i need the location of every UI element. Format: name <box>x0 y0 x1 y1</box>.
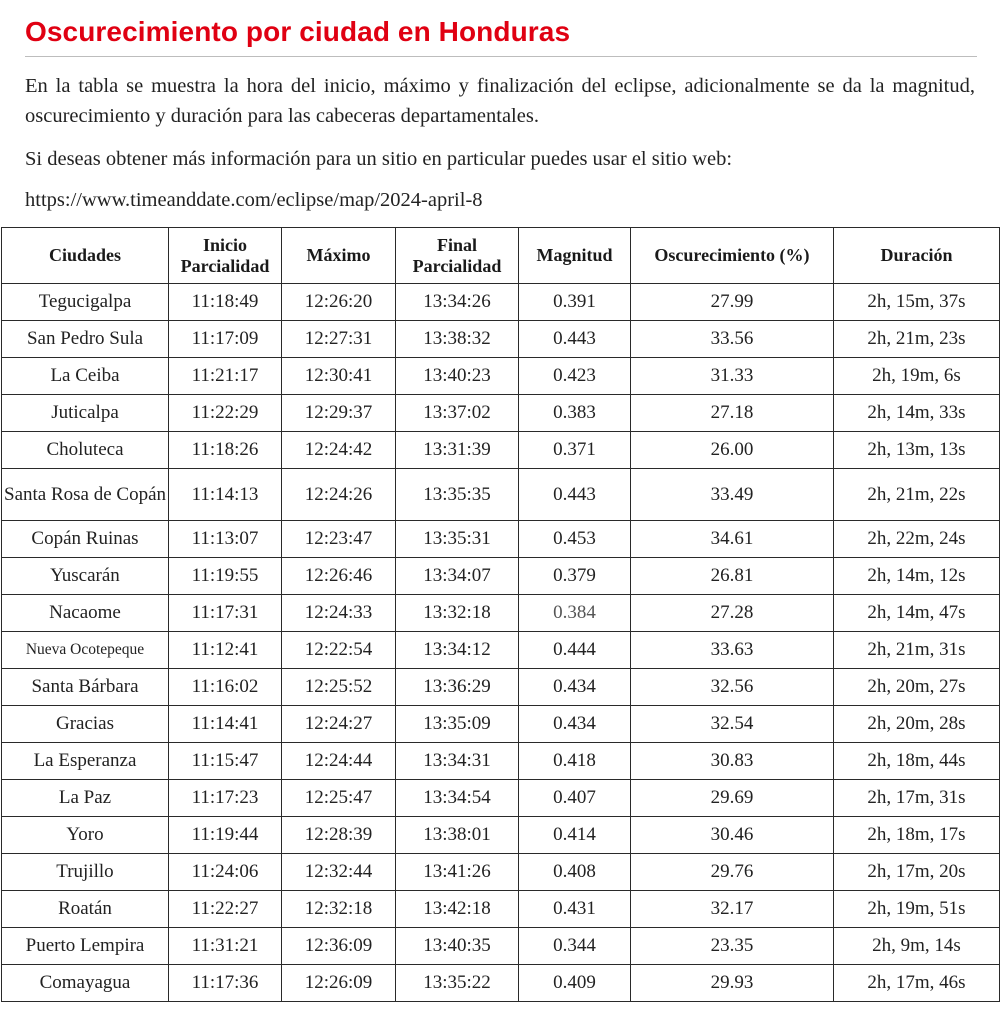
cell-magnitud: 0.344 <box>519 928 631 965</box>
cell-duracion: 2h, 17m, 46s <box>834 965 1000 1002</box>
cell-city: Yoro <box>2 817 169 854</box>
cell-oscurecimiento: 30.46 <box>631 817 834 854</box>
cell-oscurecimiento: 26.00 <box>631 432 834 469</box>
cell-inicio-parcialidad: 11:13:07 <box>169 521 282 558</box>
column-header-duracion: Duración <box>834 228 1000 284</box>
cell-duracion: 2h, 14m, 33s <box>834 395 1000 432</box>
table-row <box>2 395 1000 432</box>
cell-oscurecimiento: 26.81 <box>631 558 834 595</box>
cell-final-parcialidad: 13:37:02 <box>396 395 519 432</box>
column-header-maximo: Máximo <box>282 228 396 284</box>
cell-duracion: 2h, 21m, 22s <box>834 469 1000 521</box>
cell-duracion: 2h, 13m, 13s <box>834 432 1000 469</box>
cell-final-parcialidad: 13:34:26 <box>396 284 519 321</box>
table-body <box>2 284 1000 1002</box>
cell-duracion: 2h, 20m, 27s <box>834 669 1000 706</box>
cell-city: Trujillo <box>2 854 169 891</box>
cell-inicio-parcialidad: 11:17:36 <box>169 965 282 1002</box>
cell-magnitud: 0.434 <box>519 669 631 706</box>
cell-magnitud: 0.384 <box>519 595 631 632</box>
column-header-ciudades: Ciudades <box>2 228 169 284</box>
page-title: Oscurecimiento por ciudad en Honduras <box>25 16 571 47</box>
cell-inicio-parcialidad: 11:14:13 <box>169 469 282 521</box>
cell-final-parcialidad: 13:41:26 <box>396 854 519 891</box>
cell-city: Nacaome <box>2 595 169 632</box>
cell-city: Tegucigalpa <box>2 284 169 321</box>
cell-city: Puerto Lempira <box>2 928 169 965</box>
cell-magnitud: 0.383 <box>519 395 631 432</box>
cell-oscurecimiento: 33.56 <box>631 321 834 358</box>
cell-city: Roatán <box>2 891 169 928</box>
cell-oscurecimiento: 33.63 <box>631 632 834 669</box>
cell-maximo: 12:36:09 <box>282 928 396 965</box>
cell-duracion: 2h, 22m, 24s <box>834 521 1000 558</box>
cell-maximo: 12:26:46 <box>282 558 396 595</box>
cell-duracion: 2h, 17m, 20s <box>834 854 1000 891</box>
cell-oscurecimiento: 27.18 <box>631 395 834 432</box>
table-row <box>2 706 1000 743</box>
cell-final-parcialidad: 13:40:23 <box>396 358 519 395</box>
column-header-final: Final Parcialidad <box>396 228 519 284</box>
table-row <box>2 817 1000 854</box>
cell-inicio-parcialidad: 11:15:47 <box>169 743 282 780</box>
cell-magnitud: 0.443 <box>519 321 631 358</box>
cell-maximo: 12:24:33 <box>282 595 396 632</box>
cell-magnitud: 0.423 <box>519 358 631 395</box>
cell-oscurecimiento: 23.35 <box>631 928 834 965</box>
cell-city: Copán Ruinas <box>2 521 169 558</box>
cell-magnitud: 0.443 <box>519 469 631 521</box>
cell-final-parcialidad: 13:35:22 <box>396 965 519 1002</box>
cell-magnitud: 0.379 <box>519 558 631 595</box>
cell-duracion: 2h, 17m, 31s <box>834 780 1000 817</box>
cell-maximo: 12:22:54 <box>282 632 396 669</box>
cell-inicio-parcialidad: 11:17:23 <box>169 780 282 817</box>
cell-duracion: 2h, 19m, 51s <box>834 891 1000 928</box>
cell-oscurecimiento: 32.56 <box>631 669 834 706</box>
table-row <box>2 965 1000 1002</box>
cell-magnitud: 0.444 <box>519 632 631 669</box>
cell-magnitud: 0.371 <box>519 432 631 469</box>
cell-final-parcialidad: 13:34:54 <box>396 780 519 817</box>
cell-oscurecimiento: 33.49 <box>631 469 834 521</box>
cell-magnitud: 0.434 <box>519 706 631 743</box>
cell-duracion: 2h, 15m, 37s <box>834 284 1000 321</box>
cell-magnitud: 0.418 <box>519 743 631 780</box>
cell-duracion: 2h, 14m, 47s <box>834 595 1000 632</box>
cell-city: Gracias <box>2 706 169 743</box>
eclipse-table <box>1 227 1000 1002</box>
table-row <box>2 321 1000 358</box>
cell-city: San Pedro Sula <box>2 321 169 358</box>
cell-final-parcialidad: 13:34:31 <box>396 743 519 780</box>
source-link[interactable]: https://www.timeanddate.com/eclipse/map/2024-april-8 <box>25 189 483 211</box>
cell-oscurecimiento: 27.99 <box>631 284 834 321</box>
cell-final-parcialidad: 13:31:39 <box>396 432 519 469</box>
cell-duracion: 2h, 18m, 17s <box>834 817 1000 854</box>
cell-city: Comayagua <box>2 965 169 1002</box>
cell-inicio-parcialidad: 11:21:17 <box>169 358 282 395</box>
cell-duracion: 2h, 21m, 23s <box>834 321 1000 358</box>
table-row <box>2 595 1000 632</box>
cell-inicio-parcialidad: 11:19:44 <box>169 817 282 854</box>
cell-final-parcialidad: 13:34:07 <box>396 558 519 595</box>
cell-maximo: 12:25:47 <box>282 780 396 817</box>
cell-final-parcialidad: 13:35:35 <box>396 469 519 521</box>
cell-magnitud: 0.414 <box>519 817 631 854</box>
cell-duracion: 2h, 19m, 6s <box>834 358 1000 395</box>
cell-inicio-parcialidad: 11:12:41 <box>169 632 282 669</box>
cell-duracion: 2h, 21m, 31s <box>834 632 1000 669</box>
cell-final-parcialidad: 13:32:18 <box>396 595 519 632</box>
cell-final-parcialidad: 13:40:35 <box>396 928 519 965</box>
cell-city: La Paz <box>2 780 169 817</box>
cell-oscurecimiento: 34.61 <box>631 521 834 558</box>
cell-magnitud: 0.431 <box>519 891 631 928</box>
table-row <box>2 780 1000 817</box>
table-row <box>2 669 1000 706</box>
cell-inicio-parcialidad: 11:18:26 <box>169 432 282 469</box>
cell-magnitud: 0.409 <box>519 965 631 1002</box>
cell-city: Choluteca <box>2 432 169 469</box>
cell-oscurecimiento: 29.93 <box>631 965 834 1002</box>
cell-city: Juticalpa <box>2 395 169 432</box>
cell-maximo: 12:30:41 <box>282 358 396 395</box>
table-row <box>2 521 1000 558</box>
table-row <box>2 558 1000 595</box>
cell-maximo: 12:25:52 <box>282 669 396 706</box>
cell-duracion: 2h, 9m, 14s <box>834 928 1000 965</box>
cell-inicio-parcialidad: 11:22:27 <box>169 891 282 928</box>
cell-magnitud: 0.391 <box>519 284 631 321</box>
cell-city: Yuscarán <box>2 558 169 595</box>
cell-final-parcialidad: 13:35:09 <box>396 706 519 743</box>
cell-city: Nueva Ocotepeque <box>2 632 169 669</box>
table-row <box>2 432 1000 469</box>
cell-duracion: 2h, 20m, 28s <box>834 706 1000 743</box>
table-row <box>2 891 1000 928</box>
cell-final-parcialidad: 13:34:12 <box>396 632 519 669</box>
cell-oscurecimiento: 29.69 <box>631 780 834 817</box>
cell-duracion: 2h, 18m, 44s <box>834 743 1000 780</box>
title-divider <box>25 56 977 57</box>
table-row <box>2 469 1000 521</box>
intro-paragraph: En la tabla se muestra la hora del inicio, máximo y finalización del eclipse, adicionalmente se da la magnitud, oscurecimiento y duración para las cabeceras departamentales. <box>25 75 975 127</box>
cell-maximo: 12:26:09 <box>282 965 396 1002</box>
cell-oscurecimiento: 27.28 <box>631 595 834 632</box>
cell-city: La Ceiba <box>2 358 169 395</box>
cell-maximo: 12:29:37 <box>282 395 396 432</box>
cell-inicio-parcialidad: 11:31:21 <box>169 928 282 965</box>
cell-city: La Esperanza <box>2 743 169 780</box>
cell-maximo: 12:27:31 <box>282 321 396 358</box>
cell-oscurecimiento: 31.33 <box>631 358 834 395</box>
cell-final-parcialidad: 13:42:18 <box>396 891 519 928</box>
cell-maximo: 12:24:26 <box>282 469 396 521</box>
info-paragraph: Si deseas obtener más información para un sitio en particular puedes usar el sitio web: <box>25 148 733 170</box>
cell-oscurecimiento: 32.54 <box>631 706 834 743</box>
table-row <box>2 284 1000 321</box>
cell-maximo: 12:26:20 <box>282 284 396 321</box>
table-row <box>2 928 1000 965</box>
cell-final-parcialidad: 13:38:01 <box>396 817 519 854</box>
cell-oscurecimiento: 30.83 <box>631 743 834 780</box>
cell-inicio-parcialidad: 11:18:49 <box>169 284 282 321</box>
cell-magnitud: 0.453 <box>519 521 631 558</box>
cell-oscurecimiento: 29.76 <box>631 854 834 891</box>
cell-city: Santa Rosa de Copán <box>2 469 169 521</box>
table-header-row <box>2 228 1000 284</box>
cell-inicio-parcialidad: 11:22:29 <box>169 395 282 432</box>
cell-maximo: 12:23:47 <box>282 521 396 558</box>
column-header-inicio: Inicio Parcialidad <box>169 228 282 284</box>
cell-final-parcialidad: 13:36:29 <box>396 669 519 706</box>
column-header-oscurecimiento: Oscurecimiento (%) <box>631 228 834 284</box>
cell-duracion: 2h, 14m, 12s <box>834 558 1000 595</box>
cell-city: Santa Bárbara <box>2 669 169 706</box>
cell-inicio-parcialidad: 11:16:02 <box>169 669 282 706</box>
table-row <box>2 632 1000 669</box>
table-row <box>2 358 1000 395</box>
cell-magnitud: 0.408 <box>519 854 631 891</box>
table-row <box>2 854 1000 891</box>
cell-maximo: 12:32:44 <box>282 854 396 891</box>
cell-oscurecimiento: 32.17 <box>631 891 834 928</box>
cell-inicio-parcialidad: 11:17:31 <box>169 595 282 632</box>
cell-inicio-parcialidad: 11:17:09 <box>169 321 282 358</box>
cell-final-parcialidad: 13:35:31 <box>396 521 519 558</box>
column-header-magnitud: Magnitud <box>519 228 631 284</box>
table-row <box>2 743 1000 780</box>
cell-maximo: 12:24:27 <box>282 706 396 743</box>
cell-maximo: 12:32:18 <box>282 891 396 928</box>
cell-maximo: 12:24:44 <box>282 743 396 780</box>
cell-inicio-parcialidad: 11:14:41 <box>169 706 282 743</box>
cell-final-parcialidad: 13:38:32 <box>396 321 519 358</box>
cell-inicio-parcialidad: 11:24:06 <box>169 854 282 891</box>
cell-maximo: 12:24:42 <box>282 432 396 469</box>
cell-inicio-parcialidad: 11:19:55 <box>169 558 282 595</box>
cell-maximo: 12:28:39 <box>282 817 396 854</box>
cell-magnitud: 0.407 <box>519 780 631 817</box>
